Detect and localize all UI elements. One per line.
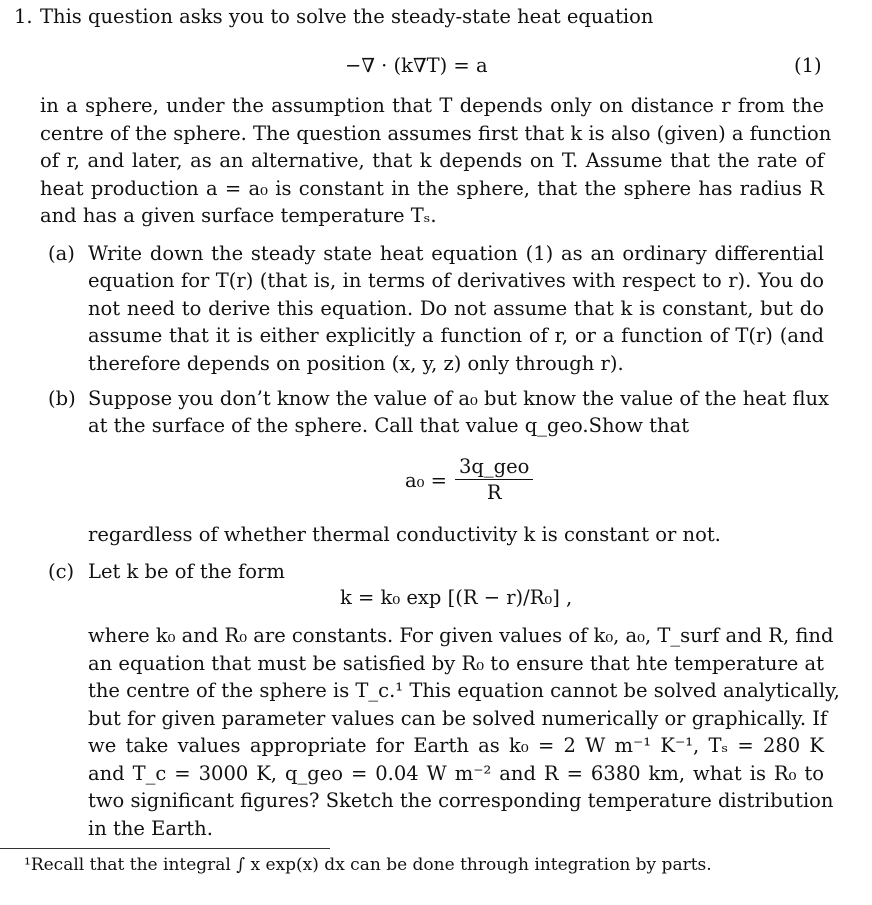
part-b-line: at the surface of the sphere. Call that value q_geo.Show that bbox=[88, 414, 690, 437]
a0-equation bbox=[405, 455, 533, 506]
part-c-line: in the Earth. bbox=[88, 817, 213, 840]
part-a-line: assume that it is either explicitly a function of r, or a function of T(r) (and bbox=[88, 324, 824, 347]
part-c-label: (c) bbox=[48, 560, 75, 583]
intro-line: of r, and later, as an alternative, that k depends on T. Assume that the rate of bbox=[40, 149, 824, 172]
footnote-rule bbox=[0, 848, 330, 849]
part-b-after: regardless of whether thermal conductivity k is constant or not. bbox=[88, 523, 721, 546]
intro-line: heat production a = a₀ is constant in the sphere, that the sphere has radius R bbox=[40, 177, 824, 200]
a0-equation-lhs: a₀ = bbox=[405, 468, 447, 492]
equation-1: −∇ · (k∇T) = a bbox=[345, 54, 488, 77]
part-c-line: the centre of the sphere is T_c.¹ This equation cannot be solved analytically, bbox=[88, 679, 840, 702]
intro-line: in a sphere, under the assumption that T depends only on distance r from the bbox=[40, 94, 824, 117]
question-intro-title: This question asks you to solve the steady-state heat equation bbox=[40, 5, 654, 28]
part-b-label: (b) bbox=[48, 387, 76, 410]
part-a-line: not need to derive this equation. Do not assume that k is constant, but do bbox=[88, 297, 824, 320]
part-c-line: we take values appropriate for Earth as k₀ = 2 W m⁻¹ K⁻¹, Tₛ = 280 K bbox=[88, 734, 824, 757]
part-a-label: (a) bbox=[48, 242, 75, 265]
k-equation: k = k₀ exp [(R − r)/R₀] , bbox=[340, 586, 573, 609]
intro-line: and has a given surface temperature Tₛ. bbox=[40, 204, 437, 227]
part-c-line: but for given parameter values can be solved numerically or graphically. If bbox=[88, 707, 828, 730]
part-c-line: two significant figures? Sketch the corresponding temperature distribution bbox=[88, 789, 834, 812]
a0-denominator: R bbox=[486, 481, 502, 504]
part-b-line: Suppose you don’t know the value of a₀ but know the value of the heat flux bbox=[88, 387, 830, 410]
a0-numerator: 3q_geo bbox=[455, 455, 533, 480]
part-c-line: and T_c = 3000 K, q_geo = 0.04 W m⁻² and R = 6380 km, what is R₀ to bbox=[88, 762, 824, 785]
intro-line: centre of the sphere. The question assumes first that k is also (given) a function bbox=[40, 122, 832, 145]
equation-1-label: (1) bbox=[794, 54, 822, 77]
part-a-line: equation for T(r) (that is, in terms of derivatives with respect to r). You do bbox=[88, 269, 824, 292]
footnote: ¹Recall that the integral ∫ x exp(x) dx can be done through integration by parts. bbox=[24, 855, 712, 875]
part-a-line: therefore depends on position (x, y, z) only through r). bbox=[88, 352, 624, 375]
part-c-line: where k₀ and R₀ are constants. For given values of k₀, a₀, T_surf and R, find bbox=[88, 624, 834, 647]
part-c-line: an equation that must be satisfied by R₀ to ensure that hte temperature at bbox=[88, 652, 824, 675]
part-a-line: Write down the steady state heat equation (1) as an ordinary differential bbox=[88, 242, 824, 265]
a0-fraction bbox=[455, 455, 533, 506]
part-c-lead: Let k be of the form bbox=[88, 560, 285, 583]
question-number: 1. bbox=[14, 5, 33, 28]
